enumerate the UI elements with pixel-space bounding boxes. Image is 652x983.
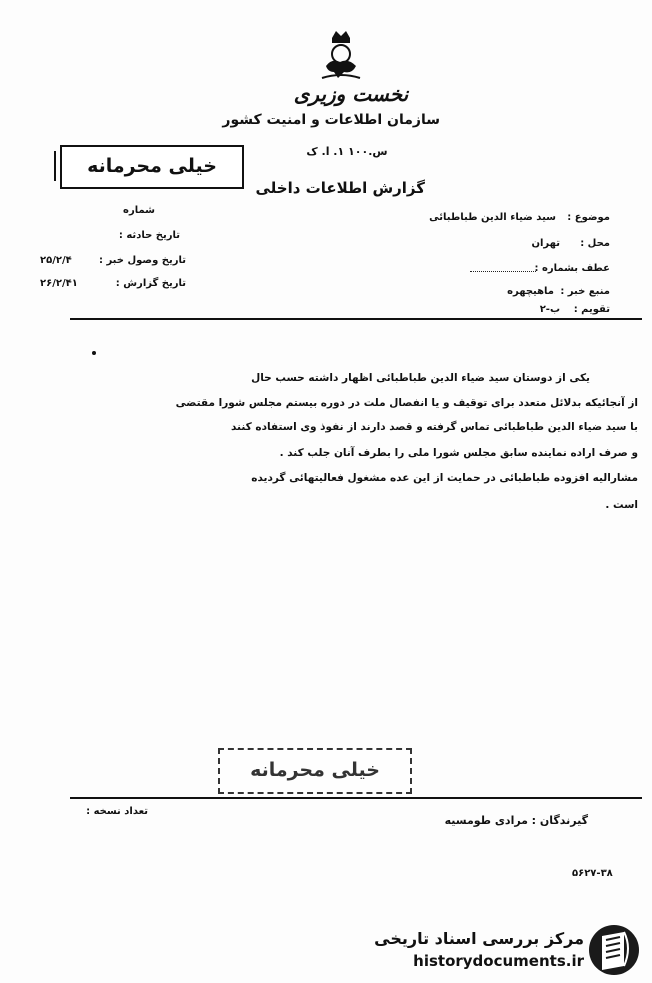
- footer-divider: [70, 797, 642, 799]
- copies-label: تعداد نسخه :: [86, 806, 148, 817]
- grade-row: [470, 304, 610, 318]
- place-row: [470, 238, 610, 252]
- recipients-label: گیرندگان :: [531, 814, 588, 827]
- body-line-2: از آنجائیکه بدلائل متعدد برای توقیف و یا انفصال ملت در دوره بیستم مجلس شورا مقتضی: [175, 397, 638, 409]
- received-date-value: ۲۵/۲/۴: [40, 255, 72, 266]
- subject-label: موضوع :: [567, 212, 610, 223]
- organization-code: س.۱۰۰ ۱. ا. ک: [306, 145, 388, 158]
- report-title: گزارش اطلاعات داخلی: [255, 179, 425, 197]
- source-row: [470, 286, 610, 300]
- grade-value: ب-۲: [539, 304, 560, 315]
- subject-row: [400, 212, 610, 226]
- organization-line-1: نخست وزیری: [293, 82, 409, 106]
- bullet-mark: [92, 351, 96, 355]
- organization-line-2: سازمان اطلاعات و امنیت کشور: [222, 112, 440, 128]
- report-date-value: ۲۶/۲/۴۱: [40, 278, 78, 289]
- number-label: شماره: [123, 205, 155, 216]
- reference-row: [470, 263, 610, 277]
- archive-logo-icon: [588, 922, 640, 978]
- classification-stamp-top: خیلی محرمانه: [60, 145, 244, 189]
- report-date-label: تاریخ گزارش :: [115, 278, 186, 289]
- body-line-6: است .: [605, 499, 638, 511]
- source-label: منبع خبر :: [560, 286, 610, 297]
- source-value: ماهیچهره: [507, 286, 554, 297]
- grade-label: تقویم :: [573, 304, 610, 315]
- received-date-label: تاریخ وصول خبر :: [98, 255, 186, 266]
- document-number: ۵۶۲۷-۳۸: [572, 868, 613, 879]
- body-line-1: یکی از دوستان سید ضیاء الدین طباطبائی اظهار داشته حسب حال: [251, 372, 590, 384]
- reference-blank: [470, 271, 536, 272]
- header-divider: [70, 318, 642, 320]
- reference-label: عطف بشماره :: [534, 263, 610, 274]
- archive-website: historydocuments.ir: [413, 952, 584, 970]
- place-label: محل :: [580, 238, 610, 249]
- body-line-5: مشارالیه افزوده طباطبائی در حمایت از این عده مشغول فعالیتهائی گردیده: [251, 472, 638, 484]
- classification-stamp-bottom: خیلی محرمانه: [218, 748, 412, 794]
- archive-name: مرکز بررسی اسناد تاریخی: [374, 929, 584, 948]
- body-line-3: با سید ضیاء الدین طباطبائی تماس گرفته و قصد دارند از نفوذ وی استفاده کنند: [230, 421, 638, 433]
- place-value: تهران: [531, 238, 560, 249]
- lion-and-sun-emblem: [318, 28, 364, 82]
- recipients-value: مرادی طومسیه: [444, 814, 528, 827]
- body-line-4: و صرف اراده نماینده سابق مجلس شورا ملی را بطرف آنان جلب کند .: [279, 447, 638, 459]
- event-date-label: تاریخ حادثه :: [118, 230, 180, 241]
- subject-value: سید ضیاء الدین طباطبائی: [429, 212, 556, 223]
